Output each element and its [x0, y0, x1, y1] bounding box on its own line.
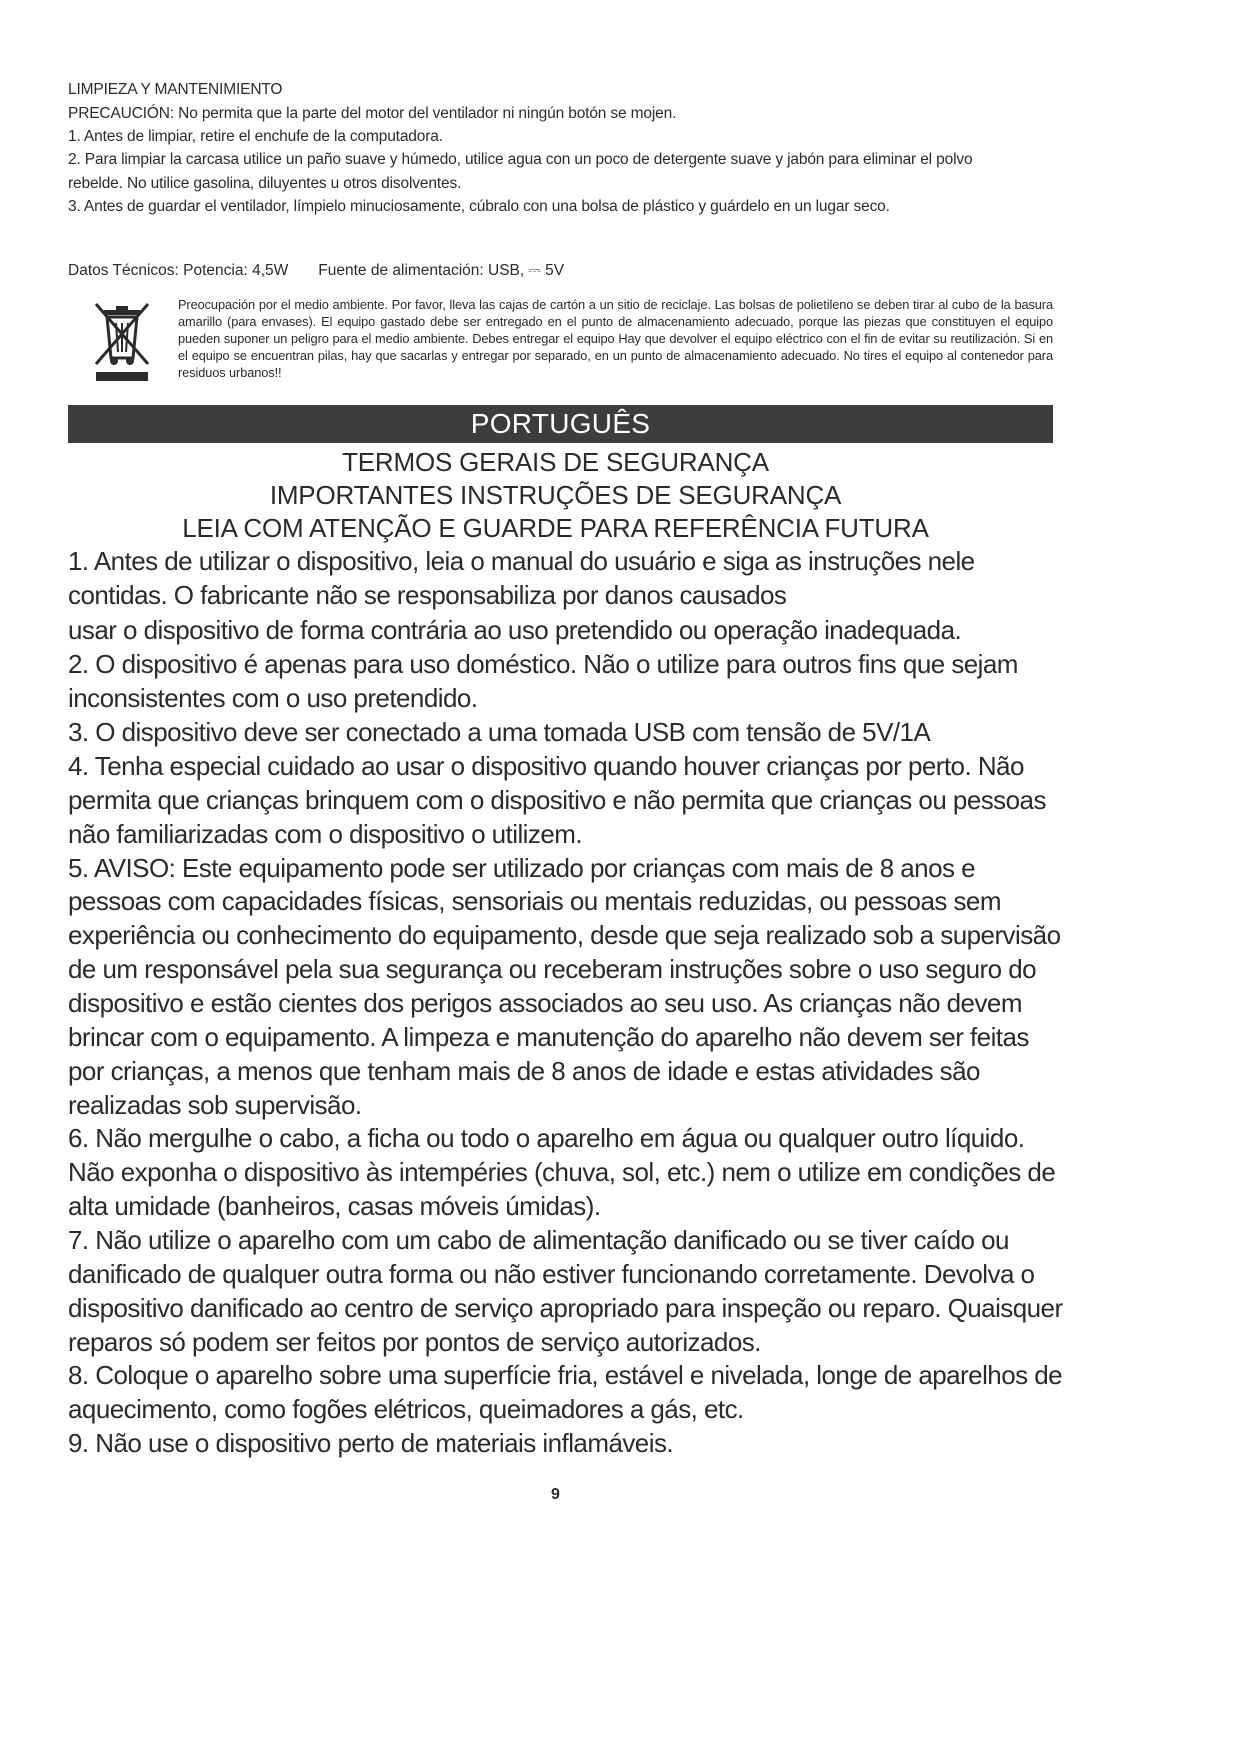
pt-line: permita que crianças brinquem com o dispositivo e não permita que crianças ou pessoas [68, 785, 1046, 815]
pt-line: aquecimento, como fogões elétricos, queimadores a gás, etc. [68, 1394, 744, 1424]
pt-line: inconsistentes com o uso pretendido. [68, 683, 478, 713]
pt-line: não familiarizadas com o dispositivo o utilizem. [68, 819, 583, 849]
pt-line: 7. Não utilize o aparelho com um cabo de alimentação danificado ou se tiver caído ou [68, 1225, 1009, 1255]
pt-line: reparos só podem ser feitos por pontos de serviço autorizados. [68, 1327, 761, 1357]
pt-line: experiência ou conhecimento do equipamento, desde que seja realizado sob a supervisão [68, 920, 1061, 950]
pt-line: dispositivo e estão cientes dos perigos associados ao seu uso. As crianças não devem [68, 988, 1022, 1018]
pt-line: alta umidade (banheiros, casas móveis úmidas). [68, 1191, 601, 1221]
pt-line: 3. O dispositivo deve ser conectado a uma tomada USB com tensão de 5V/1A [68, 717, 931, 747]
pt-line: 6. Não mergulhe o cabo, a ficha ou todo o aparelho em água ou qualquer outro líquido. [68, 1123, 1025, 1153]
pt-line: 2. O dispositivo é apenas para uso doméstico. Não o utilize para outros fins que sejam [68, 649, 1018, 679]
pt-line: 9. Não use o dispositivo perto de materiais inflamáveis. [68, 1428, 674, 1458]
pt-line: usar o dispositivo de forma contrária ao uso pretendido ou operação inadequada. [68, 615, 962, 645]
pt-line: realizadas sob supervisão. [68, 1090, 362, 1120]
pt-line: 4. Tenha especial cuidado ao usar o dispositivo quando houver crianças por perto. Não [68, 751, 1024, 781]
technical-power: Datos Técnicos: Potencia: 4,5W [68, 262, 289, 279]
pt-line: 5. AVISO: Este equipamento pode ser utilizado por crianças com mais de 8 anos e [68, 853, 976, 883]
technical-supply: Fuente de alimentación: USB, ⎓ 5V [318, 262, 565, 279]
page-number: 9 [551, 1486, 560, 1503]
pt-line: Não exponha o dispositivo às intempéries (chuva, sol, etc.) nem o utilize em condições de [68, 1157, 1056, 1187]
pt-heading: TERMOS GERAIS DE SEGURANÇA [342, 447, 769, 477]
pt-line: 1. Antes de utilizar o dispositivo, leia o manual do usuário e siga as instruções nele [68, 546, 975, 576]
spanish-line: 2. Para limpiar la carcasa utilice un paño suave y húmedo, utilice agua con un poco de detergente suave y jabón para eliminar el polvo [68, 151, 973, 168]
environment-notice: Preocupación por el medio ambiente. Por favor, lleva las cajas de cartón a un sitio de reciclaje. Las bolsas de polietileno se deben tirar al cubo de la basura amarillo (para envases). El equipo gastado debe ser entregado en el punto de almacenamiento adecuado, porque las piezas que constituyen el equipo pueden suponer un peligro para el medio ambiente. Debes entregar el equipo Hay que devolver el equipo eléctrico con el fin de evitar su reutilización. Si en el equipo se encuentran pilas, hay que sacarlas y entregar por separado, en un punto de almacenamiento adecuado. No tires el equipo al contenedor para residuos urbanos!! [178, 297, 1053, 380]
spanish-line: 3. Antes de guardar el ventilador, límpielo minuciosamente, cúbralo con una bolsa de plástico y guárdelo en un lugar seco. [68, 198, 890, 215]
section-title: PORTUGUÊS [470, 408, 651, 439]
pt-line: contidas. O fabricante não se responsabiliza por danos causados [68, 580, 787, 610]
spanish-line: rebelde. No utilice gasolina, diluyentes u otros disolventes. [68, 175, 462, 192]
pt-line: dispositivo danificado ao centro de serviço apropriado para inspeção ou reparo. Quaisquer [68, 1293, 1063, 1323]
pt-heading: IMPORTANTES INSTRUÇÕES DE SEGURANÇA [269, 480, 842, 510]
spanish-line: PRECAUCIÓN: No permita que la parte del motor del ventilador ni ningún botón se mojen. [68, 105, 677, 122]
technical-data [68, 262, 564, 280]
pt-line: danificado de qualquer outra forma ou não estiver funcionando corretamente. Devolva o [68, 1259, 1035, 1289]
crossed-out-wheelie-bin-icon [92, 300, 152, 382]
pt-line: pessoas com capacidades físicas, sensoriais ou mentais reduzidas, ou pessoas sem [68, 886, 1001, 916]
pt-line: de um responsável pela sua segurança ou receberam instruções sobre o uso seguro do [68, 954, 1037, 984]
spanish-line: 1. Antes de limpiar, retire el enchufe de la computadora. [68, 128, 443, 145]
spanish-heading: LIMPIEZA Y MANTENIMIENTO [68, 81, 283, 98]
section-banner [68, 405, 1053, 443]
pt-line: brincar com o equipamento. A limpeza e manutenção do aparelho não devem ser feitas [68, 1022, 1029, 1052]
pt-line: 8. Coloque o aparelho sobre uma superfície fria, estável e nivelada, longe de aparelhos de [68, 1360, 1063, 1390]
pt-heading: LEIA COM ATENÇÃO E GUARDE PARA REFERÊNCIA FUTURA [182, 513, 929, 543]
pt-line: por crianças, a menos que tenham mais de 8 anos de idade e estas atividades são [68, 1056, 980, 1086]
